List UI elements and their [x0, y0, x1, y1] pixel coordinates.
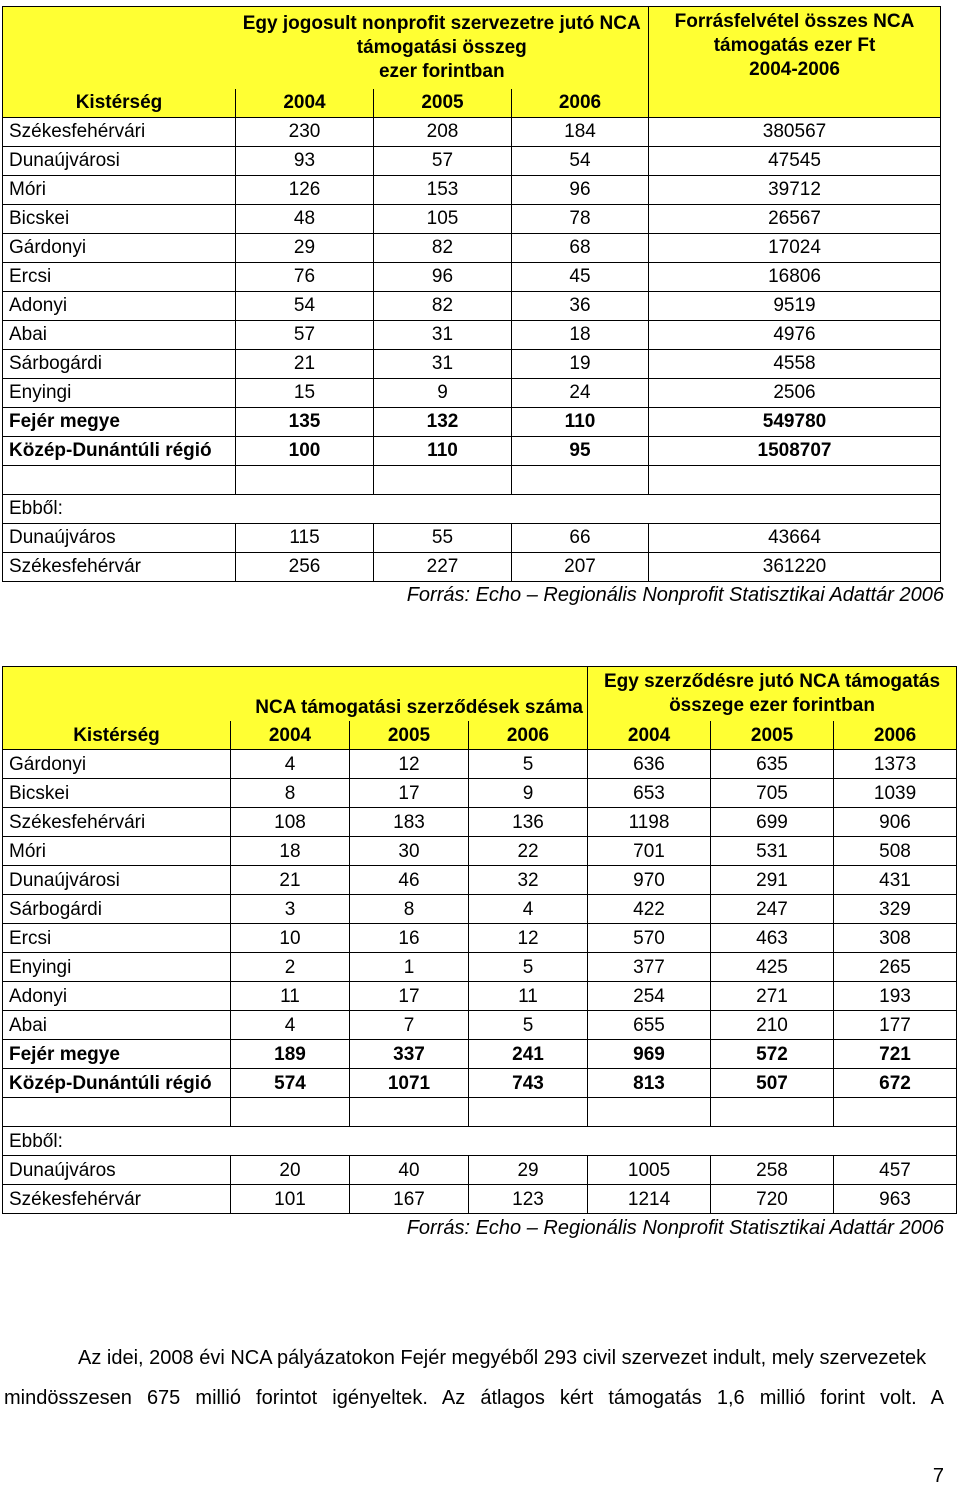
t1-h-l2: támogatási összeg: [356, 36, 527, 58]
table-row: [3, 523, 941, 552]
data-cell: 177: [834, 1011, 957, 1040]
data-cell: 30: [350, 837, 469, 866]
data-cell: 17: [350, 779, 469, 808]
empty-cell: [469, 1098, 588, 1127]
row-label: Enyingi: [3, 953, 231, 982]
data-cell: 963: [834, 1185, 957, 1214]
data-cell: 241: [469, 1040, 588, 1069]
row-label: Közép-Dunántúli régió: [3, 436, 236, 465]
row-label: Ercsi: [3, 924, 231, 953]
data-cell: 549780: [649, 407, 941, 436]
data-cell: 93: [236, 146, 374, 175]
data-cell: 19: [512, 349, 649, 378]
col-2004: 2004: [236, 89, 374, 118]
data-cell: 207: [512, 552, 649, 581]
table-1-body: [3, 117, 941, 581]
empty-row: [3, 1098, 957, 1127]
data-cell: 3: [231, 895, 350, 924]
data-cell: 68: [512, 233, 649, 262]
data-cell: 4: [231, 1011, 350, 1040]
data-cell: 36: [512, 291, 649, 320]
data-cell: 9: [469, 779, 588, 808]
data-cell: 507: [711, 1069, 834, 1098]
data-cell: 132: [374, 407, 512, 436]
data-cell: 10: [231, 924, 350, 953]
table-2-header-left: [231, 667, 588, 722]
table-row: [3, 982, 957, 1011]
col-2006b: 2006: [834, 721, 957, 750]
table-row: [3, 779, 957, 808]
data-cell: 82: [374, 291, 512, 320]
data-cell: 20: [231, 1156, 350, 1185]
table-2-body: [3, 750, 957, 1214]
data-cell: 183: [350, 808, 469, 837]
data-cell: 54: [236, 291, 374, 320]
col-2004: 2004: [231, 721, 350, 750]
data-cell: 66: [512, 523, 649, 552]
data-cell: 16: [350, 924, 469, 953]
empty-cell: [3, 465, 236, 494]
data-cell: 16806: [649, 262, 941, 291]
t2-h-r1: Egy szerződésre jutó NCA támogatás: [603, 671, 941, 692]
data-cell: 17: [350, 982, 469, 1011]
row-label: Abai: [3, 320, 236, 349]
data-cell: 22: [469, 837, 588, 866]
data-cell: 258: [711, 1156, 834, 1185]
ebbol-label: Ebből:: [3, 1127, 957, 1156]
data-cell: 701: [588, 837, 711, 866]
data-cell: 2: [231, 953, 350, 982]
table-row: [3, 953, 957, 982]
data-cell: 653: [588, 779, 711, 808]
table-2-source: Forrás: Echo – Regionális Nonprofit Statisztikai Adattár 2006: [406, 1217, 944, 1239]
page-number: 7: [932, 1465, 944, 1487]
col-2004b: 2004: [588, 721, 711, 750]
data-cell: 636: [588, 750, 711, 779]
table-row: [3, 1040, 957, 1069]
data-cell: 96: [374, 262, 512, 291]
table-2-header-row: [3, 667, 957, 722]
row-label: Sárbogárdi: [3, 895, 231, 924]
row-label: Móri: [3, 175, 236, 204]
data-cell: 32: [469, 866, 588, 895]
data-cell: 76: [236, 262, 374, 291]
empty-row: [3, 465, 941, 494]
data-cell: 9: [374, 378, 512, 407]
data-cell: 4: [469, 895, 588, 924]
table-row: [3, 924, 957, 953]
data-cell: 227: [374, 552, 512, 581]
table-row: [3, 262, 941, 291]
data-cell: 15: [236, 378, 374, 407]
data-cell: 457: [834, 1156, 957, 1185]
paragraph-line-1: Az idei, 2008 évi NCA pályázatokon Fejér megyéből 293 civil szervezet indult, mely szervezetek: [78, 1347, 927, 1369]
table-row: [3, 175, 941, 204]
row-label: Közép-Dunántúli régió: [3, 1069, 231, 1098]
data-cell: 308: [834, 924, 957, 953]
empty-cell: [3, 1098, 231, 1127]
table-row: [3, 291, 941, 320]
data-cell: 721: [834, 1040, 957, 1069]
data-cell: 7: [350, 1011, 469, 1040]
data-cell: 45: [512, 262, 649, 291]
data-cell: 40: [350, 1156, 469, 1185]
col-2005b: 2005: [711, 721, 834, 750]
empty-cell: [711, 1098, 834, 1127]
t1-h-r3: 2004-2006: [749, 59, 840, 80]
t1-h-l1: Egy jogosult nonprofit szervezetre jutó NCA: [242, 12, 641, 34]
data-cell: 720: [711, 1185, 834, 1214]
data-cell: 1005: [588, 1156, 711, 1185]
data-cell: 422: [588, 895, 711, 924]
data-cell: 101: [231, 1185, 350, 1214]
data-cell: 256: [236, 552, 374, 581]
table-row: [3, 866, 957, 895]
data-cell: 100: [236, 436, 374, 465]
table-row: [3, 378, 941, 407]
data-cell: 377: [588, 953, 711, 982]
data-cell: 105: [374, 204, 512, 233]
data-cell: 18: [231, 837, 350, 866]
data-cell: 126: [236, 175, 374, 204]
data-cell: 29: [236, 233, 374, 262]
data-cell: 11: [469, 982, 588, 1011]
row-label: Sárbogárdi: [3, 349, 236, 378]
row-label: Abai: [3, 1011, 231, 1040]
data-cell: 57: [374, 146, 512, 175]
data-cell: 153: [374, 175, 512, 204]
col-2005: 2005: [350, 721, 469, 750]
data-cell: 1373: [834, 750, 957, 779]
row-label: Fejér megye: [3, 407, 236, 436]
data-cell: 655: [588, 1011, 711, 1040]
data-cell: 55: [374, 523, 512, 552]
col-2005: 2005: [374, 89, 512, 118]
data-cell: 531: [711, 837, 834, 866]
data-cell: 1071: [350, 1069, 469, 1098]
data-cell: 12: [350, 750, 469, 779]
row-label: Székesfehérvári: [3, 117, 236, 146]
row-label: Fejér megye: [3, 1040, 231, 1069]
data-cell: 96: [512, 175, 649, 204]
data-cell: 337: [350, 1040, 469, 1069]
table-1-corner: [3, 7, 236, 89]
table-row: [3, 349, 941, 378]
row-label: Adonyi: [3, 291, 236, 320]
data-cell: 5: [469, 1011, 588, 1040]
data-cell: 46: [350, 866, 469, 895]
table-row: [3, 233, 941, 262]
row-label: Bicskei: [3, 204, 236, 233]
data-cell: 208: [374, 117, 512, 146]
table-1-header-left: [236, 7, 649, 89]
ebbol-label: Ebből:: [3, 494, 941, 523]
data-cell: 970: [588, 866, 711, 895]
row-label: Gárdonyi: [3, 233, 236, 262]
data-cell: 115: [236, 523, 374, 552]
table-row: [3, 1069, 957, 1098]
table-row: [3, 204, 941, 233]
data-cell: 78: [512, 204, 649, 233]
data-cell: 43664: [649, 523, 941, 552]
row-label: Ercsi: [3, 262, 236, 291]
table-row: [3, 146, 941, 175]
empty-cell: [374, 465, 512, 494]
data-cell: 21: [236, 349, 374, 378]
row-label: Adonyi: [3, 982, 231, 1011]
body-paragraph: [4, 1347, 944, 1410]
data-cell: 8: [231, 779, 350, 808]
data-cell: 271: [711, 982, 834, 1011]
data-cell: 361220: [649, 552, 941, 581]
table-1-header-row: [3, 7, 941, 89]
table-row: [3, 1185, 957, 1214]
row-label: Gárdonyi: [3, 750, 231, 779]
t1-h-r1: Forrásfelvétel összes NCA: [674, 11, 915, 32]
t2-h-left: NCA támogatási szerződések száma: [255, 697, 584, 718]
data-cell: 813: [588, 1069, 711, 1098]
table-row: [3, 837, 957, 866]
t1-h-r2: támogatás ezer Ft: [713, 35, 876, 56]
data-cell: 570: [588, 924, 711, 953]
empty-cell: [512, 465, 649, 494]
data-cell: 1508707: [649, 436, 941, 465]
data-cell: 1039: [834, 779, 957, 808]
data-cell: 743: [469, 1069, 588, 1098]
table-1: [2, 6, 941, 582]
data-cell: 5: [469, 953, 588, 982]
data-cell: 31: [374, 349, 512, 378]
data-cell: 4558: [649, 349, 941, 378]
data-cell: 136: [469, 808, 588, 837]
data-cell: 635: [711, 750, 834, 779]
table-row: [3, 436, 941, 465]
data-cell: 329: [834, 895, 957, 924]
table-2-corner: [3, 667, 231, 722]
empty-cell: [588, 1098, 711, 1127]
data-cell: 39712: [649, 175, 941, 204]
data-cell: 5: [469, 750, 588, 779]
data-cell: 11: [231, 982, 350, 1011]
table-2: [2, 666, 957, 1214]
data-cell: 108: [231, 808, 350, 837]
empty-cell: [231, 1098, 350, 1127]
data-cell: 431: [834, 866, 957, 895]
data-cell: 265: [834, 953, 957, 982]
data-cell: 57: [236, 320, 374, 349]
data-cell: 110: [512, 407, 649, 436]
data-cell: 2506: [649, 378, 941, 407]
data-cell: 9519: [649, 291, 941, 320]
col-kisterseg: Kistérség: [3, 721, 231, 750]
data-cell: 1198: [588, 808, 711, 837]
data-cell: 463: [711, 924, 834, 953]
row-label: Enyingi: [3, 378, 236, 407]
data-cell: 425: [711, 953, 834, 982]
data-cell: 254: [588, 982, 711, 1011]
row-label: Székesfehérvári: [3, 808, 231, 837]
data-cell: 380567: [649, 117, 941, 146]
table-row: [3, 895, 957, 924]
row-label: Bicskei: [3, 779, 231, 808]
row-label: Dunaújváros: [3, 523, 236, 552]
data-cell: 29: [469, 1156, 588, 1185]
empty-cell: [236, 465, 374, 494]
data-cell: 21: [231, 866, 350, 895]
table-1-header-right: [649, 7, 941, 118]
table-2-header-right: [588, 667, 957, 722]
data-cell: 4: [231, 750, 350, 779]
data-cell: 1: [350, 953, 469, 982]
table-1-source: Forrás: Echo – Regionális Nonprofit Statisztikai Adattár 2006: [406, 584, 944, 606]
data-cell: 705: [711, 779, 834, 808]
data-cell: 1214: [588, 1185, 711, 1214]
col-kisterseg: Kistérség: [3, 89, 236, 118]
data-cell: 574: [231, 1069, 350, 1098]
data-cell: 54: [512, 146, 649, 175]
col-2006: 2006: [512, 89, 649, 118]
data-cell: 135: [236, 407, 374, 436]
data-cell: 26567: [649, 204, 941, 233]
col-2006: 2006: [469, 721, 588, 750]
data-cell: 4976: [649, 320, 941, 349]
data-cell: 31: [374, 320, 512, 349]
data-cell: 291: [711, 866, 834, 895]
ebbol-row: [3, 494, 941, 523]
data-cell: 572: [711, 1040, 834, 1069]
data-cell: 210: [711, 1011, 834, 1040]
data-cell: 969: [588, 1040, 711, 1069]
row-label: Dunaújvárosi: [3, 866, 231, 895]
table-row: [3, 750, 957, 779]
data-cell: 247: [711, 895, 834, 924]
paragraph-line-2: mindösszesen 675 millió forintot igényeltek. Az átlagos kért támogatás 1,6 millió forint volt. A: [4, 1387, 944, 1409]
data-cell: 189: [231, 1040, 350, 1069]
data-cell: 8: [350, 895, 469, 924]
data-cell: 47545: [649, 146, 941, 175]
data-cell: 18: [512, 320, 649, 349]
data-cell: 82: [374, 233, 512, 262]
t2-h-r2: összege ezer forintban: [669, 695, 875, 716]
data-cell: 699: [711, 808, 834, 837]
table-row: [3, 1011, 957, 1040]
row-label: Székesfehérvár: [3, 1185, 231, 1214]
empty-cell: [350, 1098, 469, 1127]
row-label: Székesfehérvár: [3, 552, 236, 581]
table-row: [3, 552, 941, 581]
data-cell: 167: [350, 1185, 469, 1214]
data-cell: 672: [834, 1069, 957, 1098]
ebbol-row: [3, 1127, 957, 1156]
table-2-col-header: [3, 721, 957, 750]
data-cell: 230: [236, 117, 374, 146]
empty-cell: [649, 465, 941, 494]
data-cell: 123: [469, 1185, 588, 1214]
empty-cell: [834, 1098, 957, 1127]
table-row: [3, 320, 941, 349]
data-cell: 184: [512, 117, 649, 146]
row-label: Móri: [3, 837, 231, 866]
data-cell: 95: [512, 436, 649, 465]
data-cell: 17024: [649, 233, 941, 262]
data-cell: 12: [469, 924, 588, 953]
data-cell: 48: [236, 204, 374, 233]
table-row: [3, 808, 957, 837]
row-label: Dunaújváros: [3, 1156, 231, 1185]
data-cell: 906: [834, 808, 957, 837]
row-label: Dunaújvárosi: [3, 146, 236, 175]
table-row: [3, 117, 941, 146]
table-row: [3, 407, 941, 436]
data-cell: 110: [374, 436, 512, 465]
table-row: [3, 1156, 957, 1185]
data-cell: 24: [512, 378, 649, 407]
data-cell: 193: [834, 982, 957, 1011]
t1-h-l3: ezer forintban: [378, 60, 505, 82]
data-cell: 508: [834, 837, 957, 866]
